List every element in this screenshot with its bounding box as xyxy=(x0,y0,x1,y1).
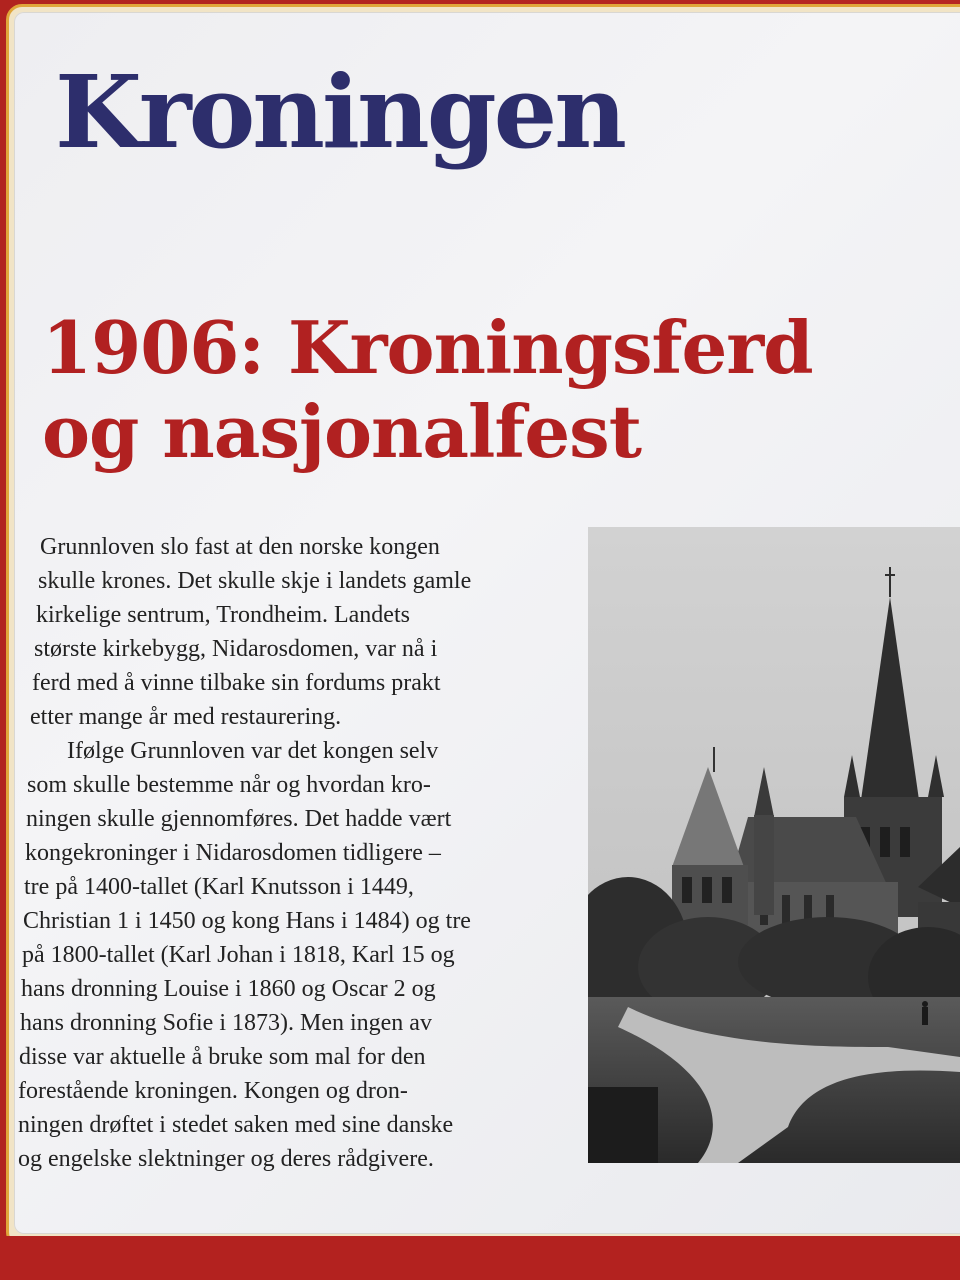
cathedral-illustration xyxy=(588,527,960,1163)
page-bottom-border xyxy=(0,1236,960,1280)
article-line: ferd med å vinne tilbake sin fordums prakt xyxy=(32,670,441,696)
article-line: hans dronning Sofie i 1873). Men ingen av xyxy=(20,1010,432,1036)
article-line: ningen skulle gjennomføres. Det hadde vært xyxy=(26,806,452,832)
article-line: tre på 1400-tallet (Karl Knutsson i 1449, xyxy=(24,874,414,900)
article-line: skulle krones. Det skulle skje i landets gamle xyxy=(38,568,472,594)
section-heading-line-1: 1906: Kroningsferd xyxy=(42,305,813,390)
article-line: Grunnloven slo fast at den norske kongen xyxy=(40,534,440,560)
article-line: disse var aktuelle å bruke som mal for den xyxy=(19,1044,426,1070)
article-line: som skulle bestemme når og hvordan kro- xyxy=(27,772,431,798)
section-heading-line-2: og nasjonalfest xyxy=(42,389,641,474)
article-line: kirkelige sentrum, Trondheim. Landets xyxy=(36,602,410,628)
article-line: etter mange år med restaurering. xyxy=(30,704,342,730)
article-body xyxy=(18,530,578,1176)
article-line: ningen drøftet i stedet saken med sine danske xyxy=(18,1112,454,1138)
cathedral-photo xyxy=(588,527,960,1163)
article-line: og engelske slektninger og deres rådgivere. xyxy=(18,1146,434,1172)
article-line: forestående kroningen. Kongen og dron- xyxy=(18,1078,408,1104)
article-line: Christian 1 i 1450 og kong Hans i 1484) og tre xyxy=(23,908,471,934)
section-heading xyxy=(42,306,813,474)
article-line: største kirkebygg, Nidarosdomen, var nå i xyxy=(34,636,438,662)
article-line: Ifølge Grunnloven var det kongen selv xyxy=(67,738,439,764)
page-title: Kroningen xyxy=(55,53,624,171)
article-line: på 1800-tallet (Karl Johan i 1818, Karl 15 og xyxy=(22,942,455,968)
article-line: hans dronning Louise i 1860 og Oscar 2 og xyxy=(21,976,436,1002)
article-line: kongekroninger i Nidarosdomen tidligere – xyxy=(25,840,441,866)
